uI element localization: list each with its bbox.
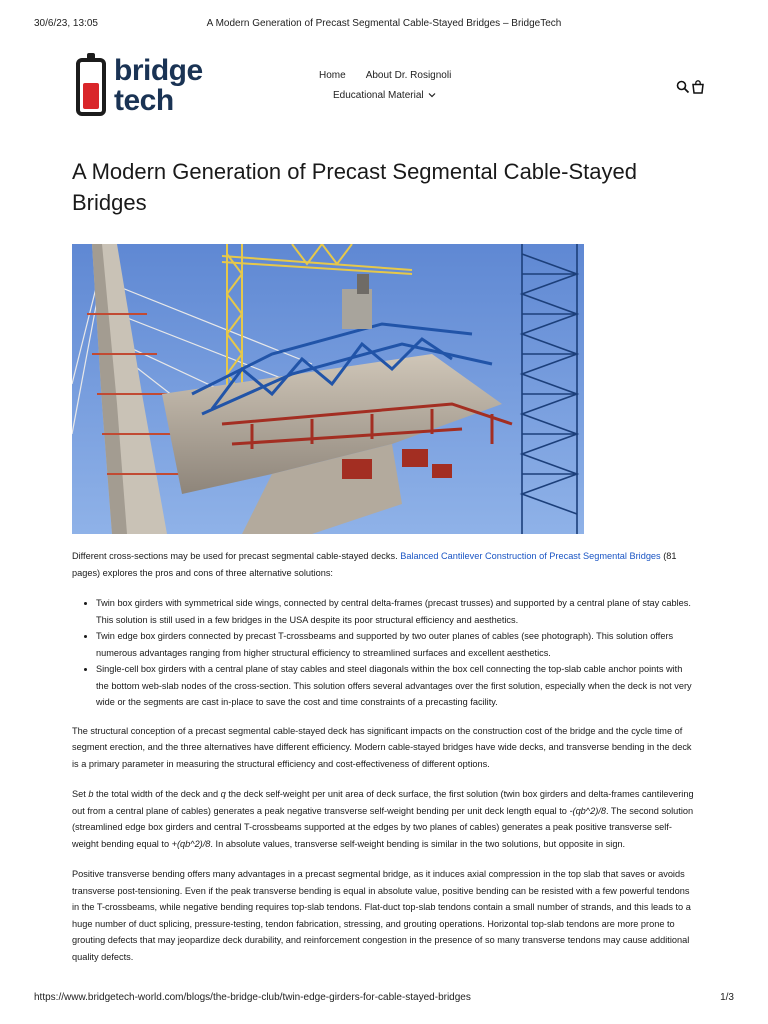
list-item: • Twin edge box girders connected by precast T-crossbeams and supported by two outer planes of cables (see photograph). This solution offers numerous advantages ranging from higher structural efficiency to streamlined surfaces and excellent aesthetics. [96, 628, 696, 661]
intro-paragraph: Different cross-sections may be used for precast segmental cable-stayed decks. Balanced Cantilever Construction of Precast Segmental Bridges (81 pages) explores the pros and cons of three alternative solutions: [72, 551, 677, 578]
logo-battery-icon [76, 58, 106, 116]
structural-paragraph: The structural conception of a precast segmental cable-stayed deck has significant impacts on the construction cost of the bridge and the cycle time of segment erection, and the three alternatives have different efficiency. Modern cable-stayed bridges have wide decks, and transverse bending in the deck is a primary parameter in measuring the structural efficiency and cost-effectiveness of different options. [72, 725, 692, 769]
logo-word-bridge: bridge [114, 54, 203, 87]
hero-photo-bridge-construction [72, 244, 584, 534]
site-header [72, 52, 712, 122]
bending-paragraph: Set b the total width of the deck and q the deck self-weight per unit area of deck surface, the first solution (twin box girders and delta-frames cantilevering out from a central plane of cables) generates a peak negative transverse self-weight bending per unit deck length equal to -(qb^2)/8. The second solution (streamlined edge box girders and central T-crossbeams supported at the edges by two planes of cables) generates a peak positive transverse self-weight bending equal to +(qb^2)/8. In absolute values, transverse self-weight bending is similar in the two solutions, but opposite in sign. [72, 789, 694, 849]
nav-educational-label: Educational Material [333, 90, 424, 101]
nav-home[interactable]: Home [319, 70, 346, 81]
print-datetime: 30/6/23, 13:05 [34, 18, 98, 29]
print-url: https://www.bridgetech-world.com/blogs/the-bridge-club/twin-edge-girders-for-cable-stayed-bridges [34, 992, 471, 1003]
nav-about[interactable]: About Dr. Rosignoli [365, 70, 452, 81]
positive-bending-paragraph: Positive transverse bending offers many advantages in a precast segmental bridge, as it induces axial compression in the top slab that saves or avoids transverse post-tensioning. Even if the peak transverse bending is equal in absolute value, positive bending can be resisted with a few powerful tendons in the T-crossbeams, while negative bending requires top-slab tendons. Flat-duct top-slab tendons contain a small number of strands, and this leads to a huge number of duct splicing, pressure-testing, tendon fabrication, stressing, and grouting operations. Horizontal top-slab tendons are more prone to grouting defects that may jeopardize deck durability, and reinforcement congestion in the presence of so many transverse tendons may cause additional quality defects. [72, 869, 691, 962]
book-link-balanced-cantilever[interactable]: Balanced Cantilever Construction of Precast Segmental Bridges [400, 551, 661, 561]
article-body [72, 548, 696, 979]
print-page-number: 1/3 [720, 992, 734, 1003]
list-item: • Twin box girders with symmetrical side wings, connected by central delta-frames (precast trusses) and supported by a central plane of stay cables. This solution is still used in a few bridges in the USA despite its poor structural efficiency and aesthetics. [96, 595, 696, 628]
chevron-down-icon [428, 92, 436, 98]
site-logo[interactable] [76, 54, 216, 120]
page-title: A Modern Generation of Precast Segmental Cable-Stayed Bridges [72, 159, 637, 215]
print-doc-title: A Modern Generation of Precast Segmental Cable-Stayed Bridges – BridgeTech [206, 18, 562, 29]
search-icon[interactable] [676, 80, 690, 94]
solutions-list [96, 595, 696, 711]
nav-educational-material[interactable] [333, 90, 436, 101]
bridge-construction-illustration [72, 244, 584, 534]
header-icons [676, 80, 706, 96]
logo-word-tech: tech [114, 84, 174, 117]
shopping-bag-icon[interactable] [691, 80, 705, 94]
list-item: • Single-cell box girders with a central plane of stay cables and steel diagonals within the box cell connecting the top-slab cable anchor points with the bottom web-slab nodes of the cross-section. This solution offers several advantages over the first solution, especially when the deck is not very wide or the segments are cast in-place to save the cost and time constraints of a precasting facility. [96, 661, 696, 711]
